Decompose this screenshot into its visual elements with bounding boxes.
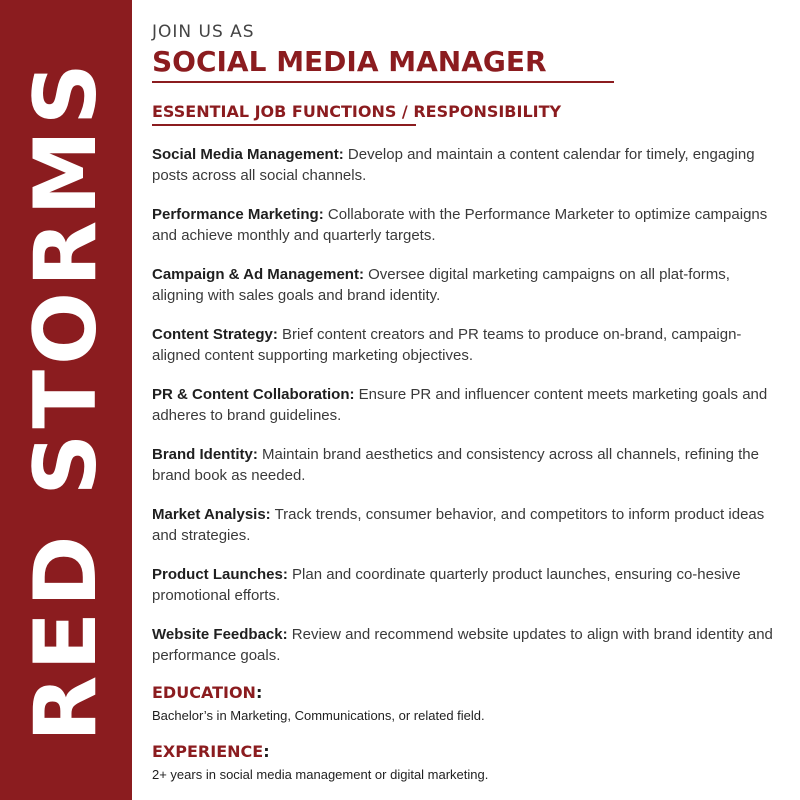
experience-section [152,742,488,784]
responsibility-text: Track trends, consumer behavior, and competitors to inform product ideas and strategies. [152,506,765,544]
education-section [152,683,485,725]
responsibility-text: Collaborate with the Performance Marketer to optimize campaigns and achieve monthly and quarterly targets. [152,206,768,244]
job-title: SOCIAL MEDIA MANAGER [152,45,547,78]
responsibility-label: Social Media Management: [152,146,344,163]
responsibility-text: Ensure PR and influencer content meets marketing goals and adheres to brand guidelines. [152,386,768,424]
responsibility-item [152,324,782,384]
responsibility-text: Review and recommend website updates to align with brand identity and performance goals. [152,626,773,664]
responsibility-list [152,144,782,684]
education-colon: : [255,683,263,702]
responsibility-label: Content Strategy: [152,326,278,343]
responsibility-text: Develop and maintain a content calendar for timely, engaging posts across all social channels. [152,146,755,184]
responsibility-item [152,444,782,504]
responsibility-label: PR & Content Collaboration: [152,386,355,403]
education-heading [152,683,485,703]
experience-text: 2+ years in social media management or digital marketing. [152,767,489,782]
responsibility-text: Brief content creators and PR teams to produce on-brand, campaign-aligned content supporting marketing objectives. [152,326,742,364]
responsibility-label: Product Launches: [152,566,288,583]
responsibility-label: Performance Marketing: [152,206,324,223]
responsibility-item [152,144,782,204]
responsibility-label: Campaign & Ad Management: [152,266,364,283]
experience-heading [152,742,488,762]
brand-sidebar [0,0,132,800]
responsibility-item [152,624,782,684]
education-title: EDUCATION [152,683,256,702]
brand-name: RED STORMS [16,58,116,742]
education-text: Bachelor’s in Marketing, Communications, or related field. [152,708,485,723]
responsibility-label: Brand Identity: [152,446,258,463]
experience-title: EXPERIENCE [152,742,264,761]
responsibility-label: Website Feedback: [152,626,288,643]
responsibility-item [152,504,782,564]
responsibility-label: Market Analysis: [152,506,271,523]
title-divider [152,81,614,83]
responsibility-text: Oversee digital marketing campaigns on all plat-forms, aligning with sales goals and brand identity. [152,266,730,304]
responsibility-item [152,204,782,264]
responsibility-text: Maintain brand aesthetics and consistency across all channels, refining the brand book as needed. [152,446,759,484]
header-kicker: JOIN US AS [152,22,255,42]
experience-colon: : [263,742,270,761]
responsibility-item [152,564,782,624]
responsibility-item [152,264,782,324]
section-divider [152,124,416,126]
responsibility-item [152,384,782,444]
responsibilities-heading: ESSENTIAL JOB FUNCTIONS / RESPONSIBILITY [152,102,562,121]
responsibility-text: Plan and coordinate quarterly product launches, ensuring co-hesive promotional efforts. [152,566,741,604]
job-post-content [152,22,782,684]
